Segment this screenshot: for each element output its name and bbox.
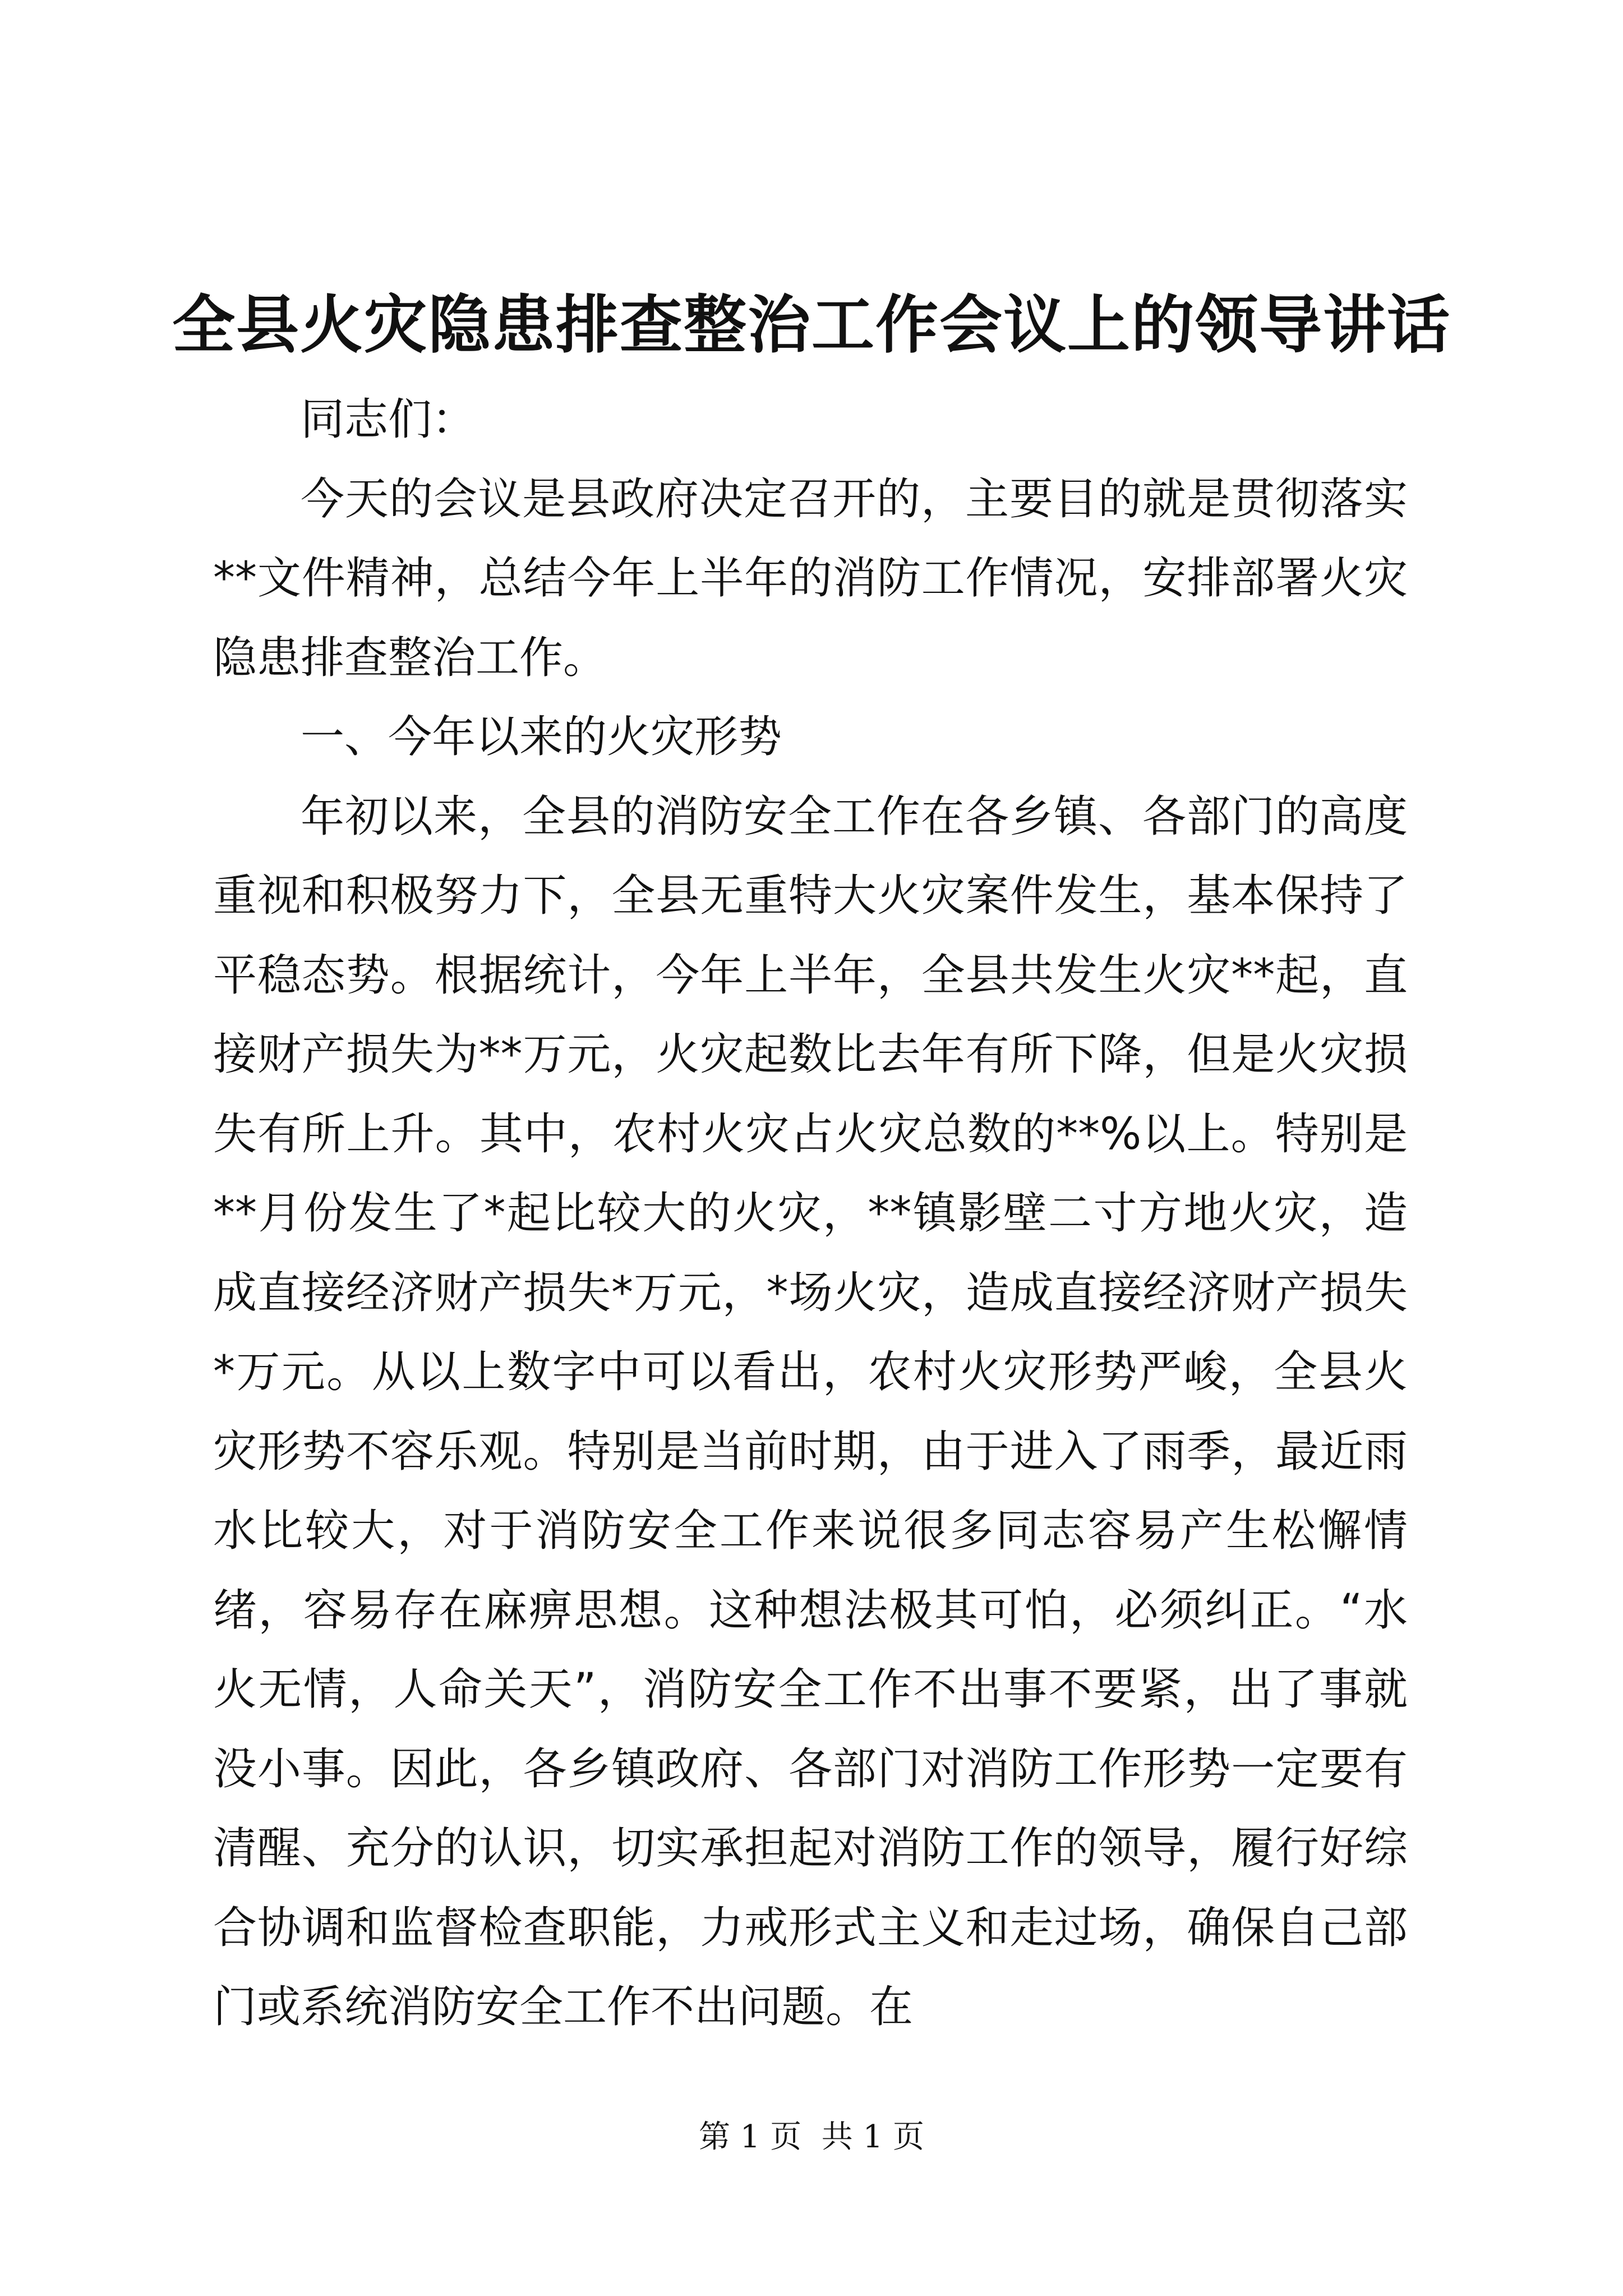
- document-body: [213, 380, 1408, 2047]
- salutation: 同志们：: [301, 394, 476, 445]
- paragraph-fire-situation: 年初以来，全县的消防安全工作在各乡镇、各部门的高度重视和积极努力下，全县无重特大火灾案件发生，基本保持了平稳态势。根据统计，今年上半年，全县共发生火灾**起，直接财产损失为**万元，火灾起数比去年有所下降，但是火灾损失有所上升。其中，农村火灾占火灾总数的**%以上。特别是**月份发生了*起比较大的火灾，**镇影壁二寸方地火灾，造成直接经济财产损失*万元，*场火灾，造成直接经济财产损失*万元。从以上数字中可以看出，农村火灾形势严峻，全县火灾形势不容乐观。特别是当前时期，由于进入了雨季，最近雨水比较大，对于消防安全工作来说很多同志容易产生松懈情绪，容易存在麻痹思想。这种想法极其可怕，必须纠正。“水火无情，人命关天”，消防安全工作不出事不要紧，出了事就没小事。因此，各乡镇政府、各部门对消防工作形势一定要有清醒、充分的认识，切实承担起对消防工作的领导，履行好综合协调和监督检查职能，力戒形式主义和走过场，确保自己部门或系统消防安全工作不出问题。在: [213, 791, 1408, 2032]
- page-footer: 第 1 页 共 1 页: [698, 2119, 925, 2155]
- paragraph-intro: 今天的会议是县政府决定召开的，主要目的就是贯彻落实**文件精神，总结今年上半年的消防工作情况，安排部署火灾隐患排查整治工作。: [213, 473, 1408, 683]
- section-heading: 一、今年以来的火灾形势: [301, 712, 782, 762]
- document-title: 全县火灾隐患排查整治工作会议上的领导讲话: [172, 288, 1451, 362]
